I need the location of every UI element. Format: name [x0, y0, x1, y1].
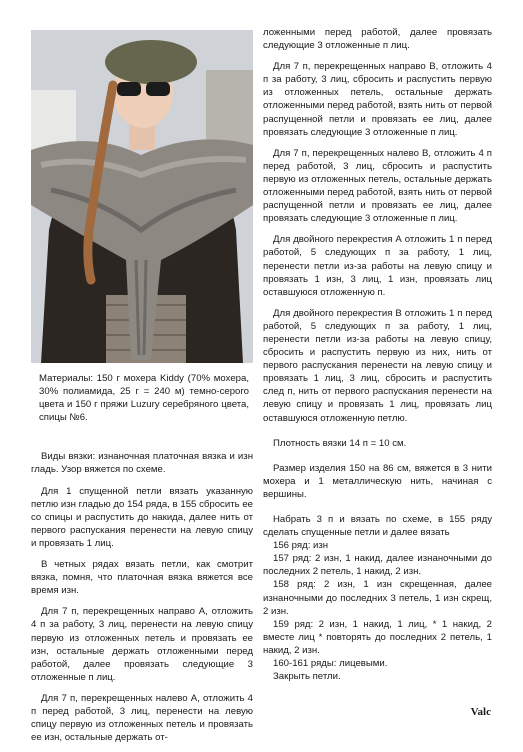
paragraph: 158 ряд: 2 изн, 1 изн скрещенная, далее изнаночными до последних 3 петель, 1 изн скрещ, 2 изн. [263, 579, 492, 617]
paragraph: Для 7 п, перекрещенных направо В, отложить 4 п за работу, 3 лиц, сбросить и распустить первую из отложенных петель, остальные держать отложенными перед работой, взять нить от первой распущенной петли и провязать ее лиц, далее провязать следующие 3 отложенные п лиц. [263, 61, 492, 138]
paragraph: 157 ряд: 2 изн, 1 накид, далее изнаночными до последних 2 петель, 1 накид, 2 изн. [263, 553, 492, 578]
paragraph: Для 7 п, перекрещенных направо А, отложить 4 п за работу, 3 лиц, перенести на левую спицу первую из отложенных петель и провязать ее изн, остальные держать отложенными перед работой, далее провязать следующие 3 отложенные п лиц. [31, 606, 253, 683]
paragraph: 160-161 ряды: лицевыми. [273, 658, 388, 670]
paragraph: Для 7 п, перекрещенных налево В, отложить 4 п перед работой, 3 лиц, сбросить и распустить первую из отложенных петель, остальные держать отложенными перед работой, взять нить от первой распущенной петли и провязать ее лиц, далее провязать следующие 3 отложенные п лиц. [263, 147, 492, 225]
materials-text: Материалы: 150 г мохера Kiddy (70% мохера, 30% полиамида, 25 г = 240 м) темно-серого цвета и 150 г пряжи Luzury серебряного цвета, спицы №6. [39, 373, 249, 424]
paragraph: Для двойного перекрестия А отложить 1 п перед работой, 5 следующих п за работу, 1 лиц, перенести петли из-за работы на левую спицу и провязать 1 изн, 3 лиц, 1 изн, провязать лиц оставшуюся отложенную п. [263, 234, 492, 298]
paragraph: Плотность вязки 14 п = 10 см. [273, 437, 407, 449]
model-illustration [31, 30, 253, 363]
left-text-column [31, 372, 253, 752]
paragraph: В четных рядах вязать петли, как смотрит вязка, помня, что платочная вязка вяжется все время изн. [31, 559, 253, 597]
paragraph: Размер изделия 150 на 86 см, вяжется в 3 нити мохера и 1 металлическую нить, начиная с вершины. [263, 462, 492, 500]
paragraph: Набрать 3 п и вязать по схеме, в 155 ряду сделать спущенные петли и далее вязать [263, 514, 492, 539]
paragraph: ложенными перед работой, далее провязать следующие 3 отложенные п лиц. [263, 27, 492, 52]
paragraph: 159 ряд: 2 изн, 1 накид, 1 лиц, * 1 накид, 2 вместе лиц * повторять до последних 2 петель, 1 накид, 2 изн. [263, 618, 492, 656]
paragraph: Для двойного перекрестия В отложить 1 п перед работой, 5 следующих п за работу, 1 лиц, перенести петли из-за работы на левую спицу, сбросить и распустить первую из них, нить от первого распускания перенести на левую спицу и провязать 1 лиц, 3 лиц, сбросить и распустить след п, нить от первого распускания перенести на левую спицу и провязать 1 лиц, провязать лиц оставшуюся отложенную петлю. [263, 307, 492, 424]
paragraph: 156 ряд: изн [273, 540, 329, 552]
paragraph: Для 7 п, перекрещенных налево А, отложить 4 п перед работой, 3 лиц, перенести на левую спицу первую из отложенных петель и провязать ее изн, остальные держать от- [31, 692, 253, 744]
paragraph: Закрыть петли. [273, 671, 341, 683]
paragraph: Для 1 спущенной петли вязать указанную петлю изн гладью до 154 ряда, в 155 сбросить ее со спицы и распустить до накида, далее нить от первого распускания перенести на левую спицу и провязать 1 лиц. [31, 485, 253, 549]
knitted-shawl-photo [31, 30, 253, 363]
publisher-logo: Valc [470, 706, 491, 718]
paragraph: Виды вязки: изнаночная платочная вязка и изн гладь. Узор вяжется по схеме. [31, 451, 253, 476]
right-text-column [263, 26, 492, 683]
